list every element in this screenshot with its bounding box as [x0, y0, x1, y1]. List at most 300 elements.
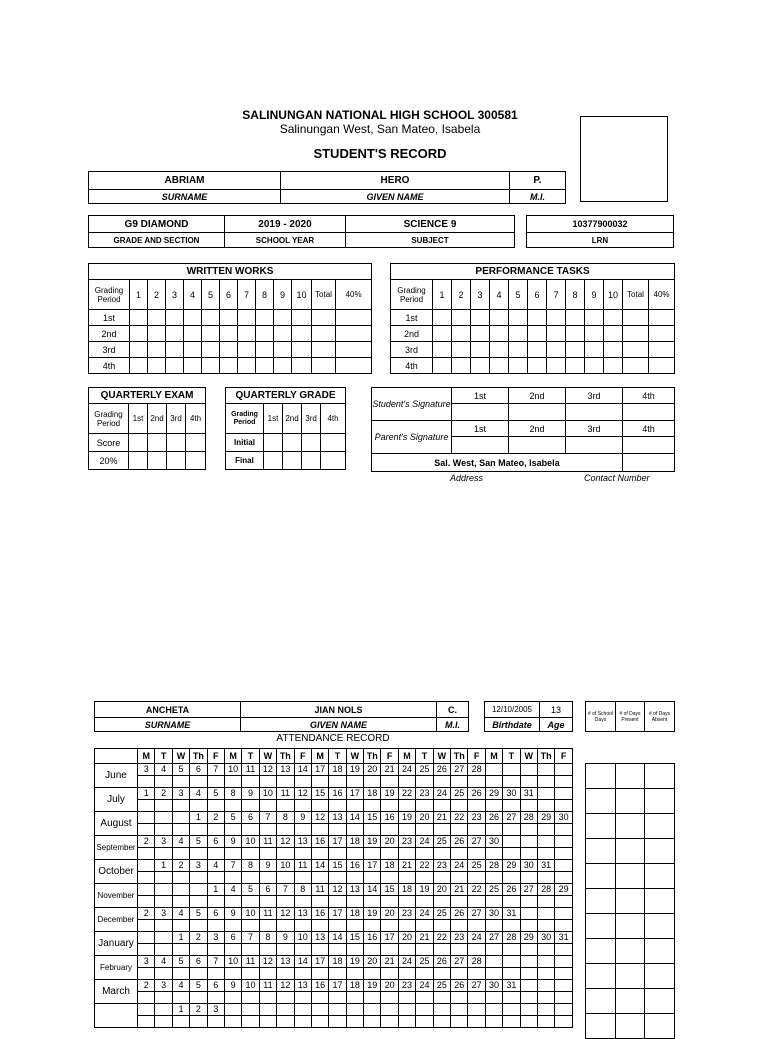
- date-cell: 10: [242, 908, 259, 920]
- total-header: Total: [312, 280, 336, 310]
- address-value: Sal. West, San Mateo, Isabela: [372, 454, 623, 472]
- date-cell: 30: [485, 836, 502, 848]
- date-cell: 2: [172, 860, 189, 872]
- attendance-mark-cell: [207, 1016, 224, 1028]
- attendance-mark-cell: [520, 872, 537, 884]
- date-cell: [520, 908, 537, 920]
- day-header: Th: [537, 749, 554, 764]
- date-cell: 4: [207, 860, 224, 872]
- attendance-mark-cell: [416, 920, 433, 932]
- date-cell: 3: [155, 908, 172, 920]
- attendance-mark-cell: [520, 992, 537, 1004]
- attendance-mark-cell: [451, 800, 468, 812]
- final-label: Final: [226, 452, 264, 470]
- date-cell: 28: [468, 764, 485, 776]
- date-cell: 29: [485, 788, 502, 800]
- class-info-table: [88, 215, 515, 248]
- date-cell: [503, 764, 520, 776]
- attendance-mark-cell: [503, 848, 520, 860]
- item-header: 4: [184, 280, 202, 310]
- date-cell: 24: [468, 932, 485, 944]
- item-header: 10: [292, 280, 312, 310]
- date-cell: 19: [381, 788, 398, 800]
- summary-cell: [616, 939, 645, 964]
- day-header: Th: [277, 749, 294, 764]
- date-cell: 3: [190, 860, 207, 872]
- summary-cell: [586, 939, 616, 964]
- lrn-table: [526, 215, 674, 248]
- attendance-mark-cell: [416, 1016, 433, 1028]
- attendance-mark-cell: [398, 968, 415, 980]
- attendance-mark-cell: [190, 776, 207, 788]
- day-header: Th: [364, 749, 381, 764]
- attendance-mark-cell: [468, 1016, 485, 1028]
- school-name: SALINUNGAN NATIONAL HIGH SCHOOL 300581: [242, 108, 518, 122]
- summary-cell: [586, 814, 616, 839]
- date-cell: 22: [451, 812, 468, 824]
- date-cell: 13: [294, 836, 311, 848]
- date-cell: 26: [468, 788, 485, 800]
- date-cell: [138, 932, 155, 944]
- attendance-mark-cell: [190, 848, 207, 860]
- signature-table: [371, 387, 675, 472]
- date-cell: [503, 1004, 520, 1016]
- date-cell: [346, 1004, 363, 1016]
- summary-cell: [586, 1014, 616, 1039]
- date-cell: 26: [433, 764, 450, 776]
- date-cell: 7: [224, 860, 241, 872]
- attendance-mark-cell: [224, 968, 241, 980]
- date-cell: [503, 836, 520, 848]
- attendance-mark-cell: [485, 944, 502, 956]
- attendance-mark-cell: [172, 992, 189, 1004]
- period-label: 4th: [391, 358, 433, 374]
- date-cell: 8: [224, 788, 241, 800]
- item-header: 1: [433, 280, 452, 310]
- attendance-mark-cell: [190, 992, 207, 1004]
- date-cell: 22: [416, 860, 433, 872]
- summary-cell: [616, 1014, 645, 1039]
- date-cell: 12: [259, 956, 276, 968]
- attendance-mark-cell: [259, 824, 276, 836]
- attendance-mark-cell: [503, 896, 520, 908]
- lrn-label: LRN: [527, 233, 674, 248]
- attendance-mark-cell: [451, 824, 468, 836]
- attendance-mark-cell: [329, 800, 346, 812]
- date-cell: 4: [155, 956, 172, 968]
- date-cell: 2: [138, 980, 155, 992]
- attendance-mark-cell: [242, 896, 259, 908]
- attendance-mark-cell: [294, 776, 311, 788]
- attendance-mark-cell: [364, 1016, 381, 1028]
- attendance-mark-cell: [468, 896, 485, 908]
- date-cell: 29: [520, 932, 537, 944]
- attendance-mark-cell: [503, 992, 520, 1004]
- quarter-header: 2nd: [509, 388, 566, 404]
- date-cell: [364, 1004, 381, 1016]
- date-cell: 16: [381, 812, 398, 824]
- attendance-mark-cell: [346, 944, 363, 956]
- attendance-mark-cell: [207, 800, 224, 812]
- attendance-mark-cell: [224, 944, 241, 956]
- attendance-mark-cell: [138, 800, 155, 812]
- attendance-mark-cell: [259, 896, 276, 908]
- date-cell: 31: [503, 908, 520, 920]
- date-cell: 9: [242, 788, 259, 800]
- date-cell: [520, 980, 537, 992]
- attendance-mark-cell: [277, 944, 294, 956]
- attendance-mark-cell: [329, 872, 346, 884]
- date-cell: 19: [364, 836, 381, 848]
- date-cell: 24: [416, 908, 433, 920]
- attendance-mark-cell: [381, 800, 398, 812]
- attendance-mark-cell: [503, 968, 520, 980]
- attendance-mark-cell: [520, 944, 537, 956]
- day-header: M: [485, 749, 502, 764]
- date-cell: 29: [503, 860, 520, 872]
- date-cell: [416, 1004, 433, 1016]
- date-cell: 8: [294, 884, 311, 896]
- date-cell: 6: [207, 908, 224, 920]
- period-label: 4th: [89, 358, 130, 374]
- score-label: Score: [89, 434, 129, 452]
- date-cell: 21: [451, 884, 468, 896]
- date-cell: 5: [190, 836, 207, 848]
- date-cell: [155, 932, 172, 944]
- photo-box: [580, 116, 668, 202]
- attendance-mark-cell: [172, 944, 189, 956]
- attendance-mark-cell: [277, 824, 294, 836]
- summary-cell: [645, 889, 675, 914]
- month-label: August: [95, 812, 138, 836]
- attendance-mark-cell: [242, 992, 259, 1004]
- attendance-mark-cell: [503, 800, 520, 812]
- date-cell: 22: [433, 932, 450, 944]
- summary-cell: [616, 864, 645, 889]
- attendance-mark-cell: [329, 848, 346, 860]
- date-cell: 20: [398, 932, 415, 944]
- attendance-mark-cell: [224, 872, 241, 884]
- summary-cell: [616, 989, 645, 1014]
- date-cell: 7: [207, 764, 224, 776]
- date-cell: 13: [311, 932, 328, 944]
- attendance-mark-cell: [277, 920, 294, 932]
- date-cell: 5: [207, 788, 224, 800]
- date-cell: 11: [242, 956, 259, 968]
- attendance-mark-cell: [503, 944, 520, 956]
- quarter-header: 3rd: [566, 388, 623, 404]
- date-cell: 17: [346, 788, 363, 800]
- date-cell: 2: [190, 1004, 207, 1016]
- date-cell: 30: [485, 908, 502, 920]
- date-cell: [468, 1004, 485, 1016]
- date-cell: 10: [294, 932, 311, 944]
- student-signature-label: Student's Signature: [372, 388, 452, 421]
- date-cell: 8: [242, 860, 259, 872]
- date-cell: 18: [329, 956, 346, 968]
- date-cell: [520, 836, 537, 848]
- date-cell: 28: [468, 956, 485, 968]
- attendance-mark-cell: [468, 848, 485, 860]
- attendance-mark-cell: [311, 968, 328, 980]
- date-cell: 5: [190, 908, 207, 920]
- attendance-mark-cell: [155, 824, 172, 836]
- date-cell: [433, 1004, 450, 1016]
- item-header: 10: [604, 280, 623, 310]
- date-cell: 20: [381, 836, 398, 848]
- date-cell: 15: [381, 884, 398, 896]
- attendance-mark-cell: [485, 872, 502, 884]
- quarterly-grade-table: [225, 387, 346, 470]
- attendance-mark-cell: [277, 1016, 294, 1028]
- attendance-mark-cell: [294, 944, 311, 956]
- quarter-header: 2nd: [509, 421, 566, 437]
- summary-cell: [645, 1014, 675, 1039]
- grading-period-header: Grading Period: [226, 404, 264, 434]
- attendance-mark-cell: [468, 776, 485, 788]
- quarter-header: 4th: [623, 388, 675, 404]
- date-cell: [555, 980, 572, 992]
- date-cell: 17: [329, 836, 346, 848]
- attendance-mark-cell: [224, 920, 241, 932]
- attendance-mark-cell: [311, 848, 328, 860]
- date-cell: 2: [190, 932, 207, 944]
- date-cell: 20: [416, 812, 433, 824]
- attendance-mark-cell: [259, 1016, 276, 1028]
- attendance-mark-cell: [451, 968, 468, 980]
- date-cell: 26: [433, 956, 450, 968]
- attendance-mark-cell: [485, 824, 502, 836]
- mi-value: P.: [510, 172, 566, 190]
- attendance-mark-cell: [242, 872, 259, 884]
- date-cell: [520, 956, 537, 968]
- date-cell: 30: [485, 980, 502, 992]
- school-address: Salinungan West, San Mateo, Isabela: [279, 122, 481, 136]
- attendance-mark-cell: [294, 1016, 311, 1028]
- date-cell: [537, 836, 554, 848]
- day-header: W: [259, 749, 276, 764]
- item-header: 7: [238, 280, 256, 310]
- attendance-mark-cell: [259, 776, 276, 788]
- date-cell: [537, 788, 554, 800]
- attendance-mark-cell: [520, 1016, 537, 1028]
- attendance-mark-cell: [311, 920, 328, 932]
- month-label: July: [95, 788, 138, 812]
- date-cell: 14: [346, 812, 363, 824]
- date-cell: 23: [398, 980, 415, 992]
- subject-label: SUBJECT: [346, 233, 515, 248]
- attendance-mark-cell: [294, 800, 311, 812]
- mi-value: C.: [437, 702, 469, 718]
- attendance-mark-cell: [555, 1016, 572, 1028]
- period-label: 3rd: [391, 342, 433, 358]
- date-cell: 6: [190, 764, 207, 776]
- month-label: November: [95, 884, 138, 908]
- surname-label: SURNAME: [89, 190, 281, 204]
- attendance-mark-cell: [433, 848, 450, 860]
- attendance-mark-cell: [172, 896, 189, 908]
- attendance-mark-cell: [451, 776, 468, 788]
- attendance-mark-cell: [416, 944, 433, 956]
- date-cell: 21: [381, 764, 398, 776]
- age-value: 13: [540, 702, 573, 718]
- grading-period-header: Grading Period: [89, 280, 130, 310]
- attendance-mark-cell: [451, 992, 468, 1004]
- attendance-mark-cell: [155, 920, 172, 932]
- days-absent-header: # of Days Absent: [645, 702, 675, 732]
- school-year-label: SCHOOL YEAR: [225, 233, 346, 248]
- date-cell: [155, 1004, 172, 1016]
- attendance-mark-cell: [277, 800, 294, 812]
- date-cell: 4: [172, 836, 189, 848]
- date-cell: 26: [503, 884, 520, 896]
- attendance-mark-cell: [138, 776, 155, 788]
- attendance-summary: [585, 763, 675, 1039]
- date-cell: 4: [172, 980, 189, 992]
- date-cell: 25: [433, 836, 450, 848]
- date-cell: 12: [277, 836, 294, 848]
- date-cell: 14: [311, 860, 328, 872]
- grade-section-value: G9 DIAMOND: [89, 216, 225, 233]
- date-cell: 7: [242, 932, 259, 944]
- date-cell: 29: [555, 884, 572, 896]
- item-header: 9: [585, 280, 604, 310]
- date-cell: [485, 956, 502, 968]
- attendance-mark-cell: [346, 824, 363, 836]
- day-header: F: [555, 749, 572, 764]
- written-works-title: WRITTEN WORKS: [89, 264, 372, 280]
- attendance-mark-cell: [485, 1016, 502, 1028]
- quarter-header: 3rd: [302, 404, 321, 434]
- attendance-mark-cell: [520, 824, 537, 836]
- attendance-title: ATTENDANCE RECORD: [276, 733, 390, 744]
- date-cell: 27: [468, 980, 485, 992]
- attendance-mark-cell: [294, 992, 311, 1004]
- date-cell: 22: [398, 788, 415, 800]
- date-cell: 1: [138, 788, 155, 800]
- day-header: Th: [451, 749, 468, 764]
- attendance-mark-cell: [294, 920, 311, 932]
- attendance-mark-cell: [364, 800, 381, 812]
- attendance-mark-cell: [451, 896, 468, 908]
- quarter-header: 4th: [321, 404, 346, 434]
- attendance-mark-cell: [277, 848, 294, 860]
- attendance-mark-cell: [520, 920, 537, 932]
- attendance-mark-cell: [329, 776, 346, 788]
- written-works-table: [88, 263, 372, 374]
- attendance-mark-cell: [555, 944, 572, 956]
- date-cell: 6: [207, 980, 224, 992]
- attendance-mark-cell: [416, 872, 433, 884]
- quarter-header: 3rd: [167, 404, 186, 434]
- quarter-header: 2nd: [148, 404, 167, 434]
- date-cell: 18: [346, 908, 363, 920]
- grading-period-header: Grading Period: [89, 404, 129, 434]
- attendance-mark-cell: [190, 1016, 207, 1028]
- date-cell: 21: [433, 812, 450, 824]
- date-cell: 28: [537, 884, 554, 896]
- date-cell: [537, 764, 554, 776]
- attendance-mark-cell: [468, 800, 485, 812]
- attendance-mark-cell: [503, 920, 520, 932]
- date-cell: 3: [155, 836, 172, 848]
- date-cell: [138, 860, 155, 872]
- date-cell: 12: [277, 908, 294, 920]
- attendance-mark-cell: [398, 1016, 415, 1028]
- summary-cell: [616, 889, 645, 914]
- day-header: F: [207, 749, 224, 764]
- attendance-mark-cell: [398, 800, 415, 812]
- date-cell: 25: [433, 908, 450, 920]
- quarterly-exam-title: QUARTERLY EXAM: [89, 388, 206, 404]
- date-cell: 4: [172, 908, 189, 920]
- date-cell: 6: [259, 884, 276, 896]
- date-cell: 9: [224, 908, 241, 920]
- attendance-mark-cell: [555, 968, 572, 980]
- date-cell: [537, 908, 554, 920]
- attendance-mark-cell: [537, 920, 554, 932]
- attendance-mark-cell: [311, 992, 328, 1004]
- attendance-mark-cell: [172, 920, 189, 932]
- attendance-mark-cell: [398, 896, 415, 908]
- date-cell: [155, 884, 172, 896]
- date-cell: 20: [381, 980, 398, 992]
- date-cell: 3: [138, 764, 155, 776]
- attendance-mark-cell: [207, 920, 224, 932]
- quarter-header: 1st: [264, 404, 283, 434]
- date-cell: 15: [311, 788, 328, 800]
- date-cell: 9: [224, 836, 241, 848]
- date-cell: [138, 812, 155, 824]
- attendance-mark-cell: [381, 968, 398, 980]
- attendance-mark-cell: [416, 848, 433, 860]
- date-cell: 17: [364, 860, 381, 872]
- attendance-mark-cell: [277, 992, 294, 1004]
- attendance-mark-cell: [155, 848, 172, 860]
- quarter-header: 1st: [452, 421, 509, 437]
- summary-cell: [616, 839, 645, 864]
- attendance-mark-cell: [311, 824, 328, 836]
- date-cell: [138, 884, 155, 896]
- summary-cell: [586, 964, 616, 989]
- given-name-label: GIVEN NAME: [241, 718, 437, 732]
- attendance-mark-cell: [294, 848, 311, 860]
- date-cell: 30: [555, 812, 572, 824]
- date-cell: 20: [381, 908, 398, 920]
- attendance-mark-cell: [242, 776, 259, 788]
- birthdate-label: Birthdate: [485, 718, 540, 732]
- attendance-mark-cell: [138, 824, 155, 836]
- date-cell: 16: [311, 836, 328, 848]
- attendance-mark-cell: [346, 968, 363, 980]
- date-cell: [311, 1004, 328, 1016]
- item-header: 2: [148, 280, 166, 310]
- attendance-mark-cell: [433, 968, 450, 980]
- date-cell: 26: [451, 980, 468, 992]
- date-cell: 12: [329, 884, 346, 896]
- attendance-mark-cell: [172, 776, 189, 788]
- month-label: October: [95, 860, 138, 884]
- date-cell: 31: [503, 980, 520, 992]
- date-cell: [555, 860, 572, 872]
- date-cell: 2: [138, 908, 155, 920]
- date-cell: 13: [277, 764, 294, 776]
- attendance-mark-cell: [485, 848, 502, 860]
- attendance-mark-cell: [155, 944, 172, 956]
- attendance-mark-cell: [433, 920, 450, 932]
- date-cell: 16: [346, 860, 363, 872]
- day-header: W: [346, 749, 363, 764]
